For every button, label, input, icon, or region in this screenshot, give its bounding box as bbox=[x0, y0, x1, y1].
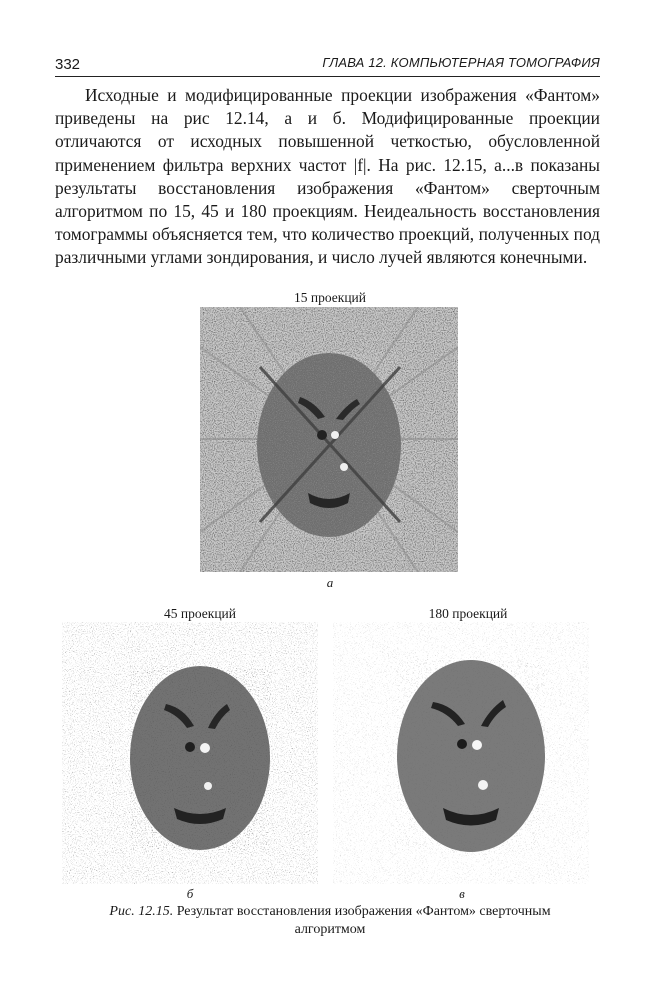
body-paragraph: Исходные и модифицированные проекции изображения «Фантом» приведены на рис 12.14, а и б. Модифицированные проекции отличаются от исходных повышенной четкостью, обусловленной применением фильтра верхних частот |f|. На рис. 12.15, а...в показаны результаты восстановления изображения «Фантом» сверточным алгоритмом по 15, 45 и 180 проекциям. Неидеальность восстановления томограммы объясняется тем, что количество проекций, полученных под различными углами зондирования, и число лучей являются конечными. bbox=[55, 85, 600, 268]
panel-b-image bbox=[62, 622, 318, 884]
panel-a-image bbox=[200, 307, 458, 572]
page-number: 332 bbox=[55, 56, 81, 73]
panel-b-label: 45 проекций bbox=[164, 606, 236, 621]
page-header bbox=[55, 52, 600, 77]
caption-text: Результат восстановления изображения «Фантом» сверточным алгоритмом bbox=[173, 904, 551, 937]
panel-a-letter: а bbox=[326, 575, 334, 590]
panel-c-letter: в bbox=[459, 886, 465, 901]
panel-a-label: 15 проекций bbox=[294, 290, 366, 305]
panel-c-image bbox=[333, 622, 589, 884]
caption-ref: Рис. 12.15. bbox=[109, 904, 174, 919]
panel-b-letter: б bbox=[186, 886, 194, 901]
running-title: ГЛАВА 12. КОМПЬЮТЕРНАЯ ТОМОГРАФИЯ bbox=[322, 55, 600, 70]
panel-c-label: 180 проекций bbox=[428, 606, 508, 621]
figure-caption bbox=[100, 903, 560, 939]
